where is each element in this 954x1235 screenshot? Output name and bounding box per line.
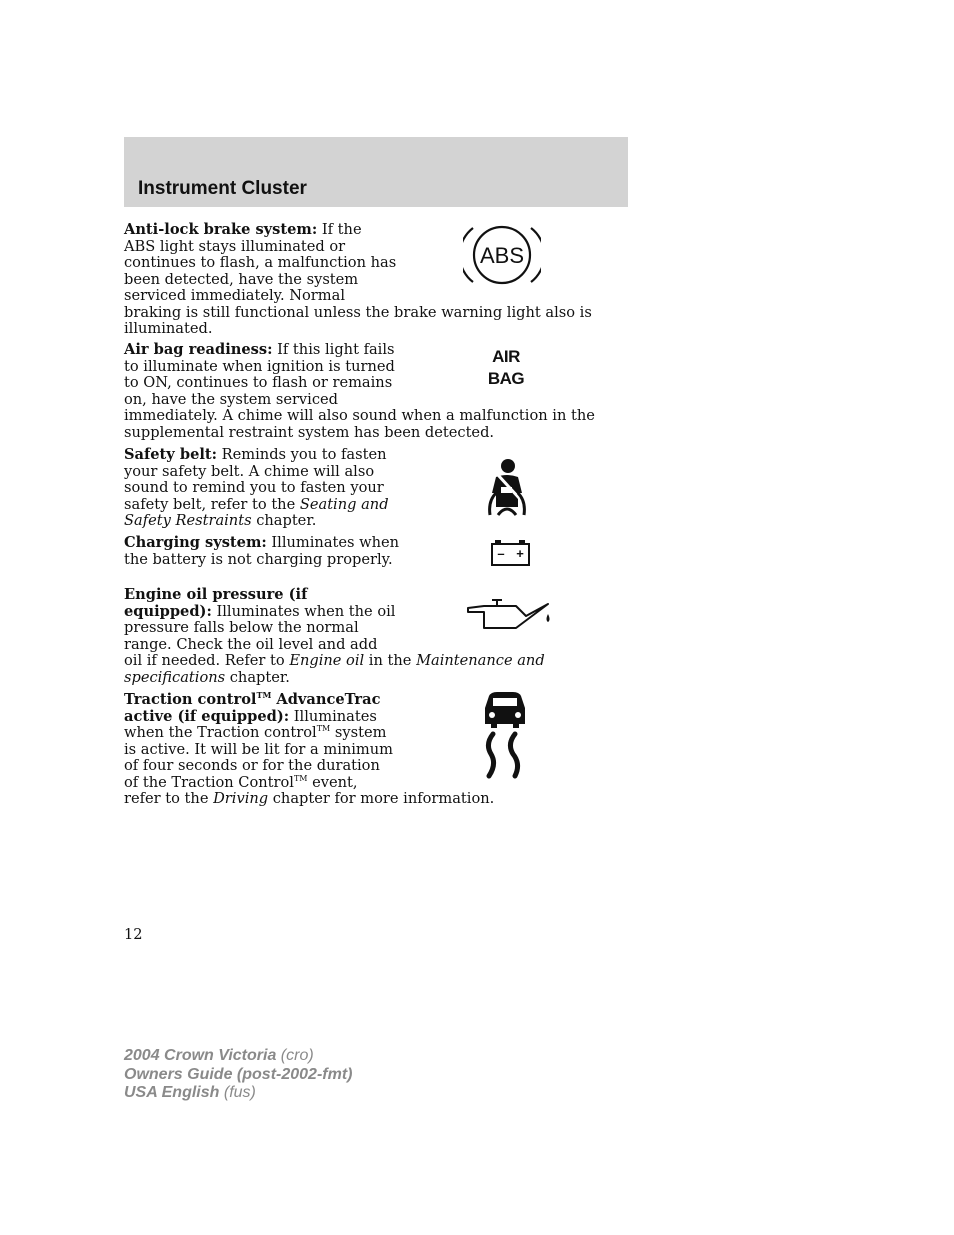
airbag-icon: AIR BAG	[487, 347, 525, 388]
battery-plus-sign: +	[516, 546, 524, 561]
seatbelt-paragraph: Safety belt: Reminds you to fasten your safety belt. A chime will also sound to remind you to fasten your safety belt, refer to the Seating and Safety Restraints chapter.	[124, 446, 389, 529]
oil-can-icon	[466, 596, 556, 636]
traction-paragraph: Traction control™ AdvanceTrac active (if equipped): Illuminates when the Traction control™ system is active. It will be lit for a minimum of four seconds or for the duration of the Traction Control™ event, refer to the Driving chapter for more information.	[124, 690, 495, 807]
document-footer: 2004 Crown Victoria (cro) Owners Guide (post-2002-fmt) USA English (fus)	[124, 1047, 353, 1101]
abs-warning-icon	[463, 222, 541, 288]
page-number: 12	[124, 926, 143, 943]
section-header-band	[124, 137, 628, 207]
traction-heading-line1: Traction control™ AdvanceTrac	[124, 690, 381, 708]
abs-paragraph: Anti-lock brake system: If the ABS light stays illuminated or continues to flash, a malfunction has been detected, have the system serviced immediately. Normal braking is still functional unless the brake warning light also is illuminated.	[124, 221, 592, 337]
battery-icon	[489, 538, 533, 568]
page-title: Instrument Cluster	[138, 178, 307, 199]
oil-heading-line1: Engine oil pressure (if	[124, 586, 308, 603]
abs-heading: Anti-lock brake system:	[124, 221, 318, 238]
seatbelt-icon	[484, 457, 530, 517]
airbag-heading: Air bag readiness:	[124, 341, 273, 358]
abs-icon-label: ABS	[479, 243, 525, 268]
oil-paragraph: Engine oil pressure (if equipped): Illuminates when the oil pressure falls below the normal range. Check the oil level and add oil if needed. Refer to Engine oil in the Maintenance and specifications chapter.	[124, 586, 545, 686]
traction-control-icon	[479, 690, 531, 780]
airbag-paragraph: Air bag readiness: If this light fails to illuminate when ignition is turned to ON, continues to flash or remains on, have the system serviced immediately. A chime will also sound when a malfunction in the supplemental restraint system has been detected.	[124, 341, 595, 441]
traction-heading-line2: active (if equipped):	[124, 707, 290, 725]
charging-paragraph: Charging system: Illuminates when the battery is not charging properly.	[124, 534, 400, 568]
oil-heading-line2: equipped):	[124, 602, 212, 620]
charging-heading: Charging system:	[124, 534, 267, 551]
seatbelt-heading: Safety belt:	[124, 446, 218, 463]
battery-minus-sign: –	[497, 546, 505, 561]
